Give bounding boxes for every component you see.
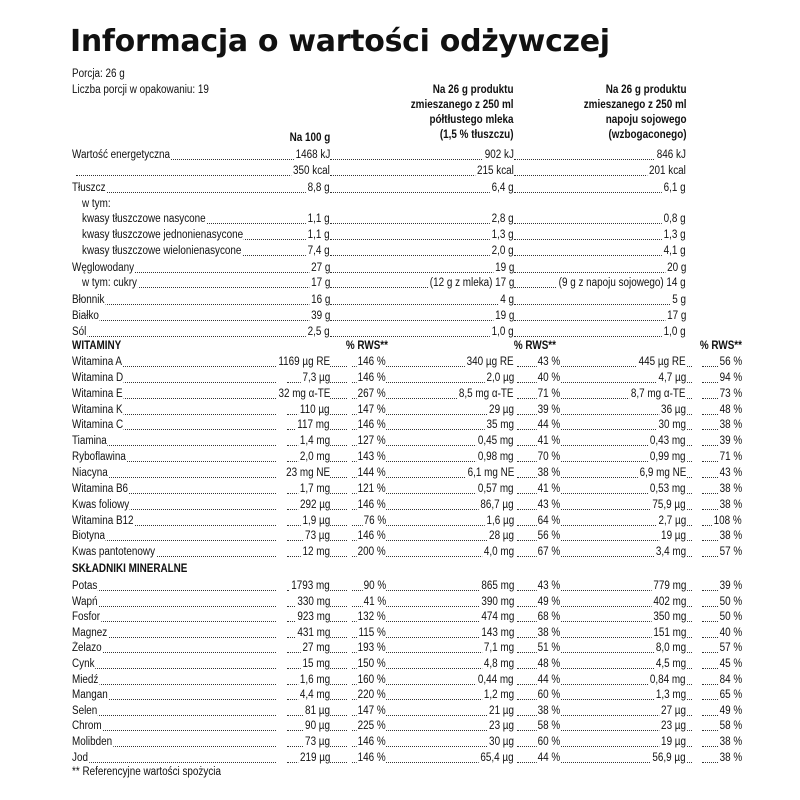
value-100g: 73 µg xyxy=(305,736,330,748)
value-soy: 1,0 g xyxy=(664,326,686,338)
row-label: Sól xyxy=(72,326,87,338)
dot-leader xyxy=(76,704,276,716)
value-100g: 32 mg α-TE xyxy=(278,387,330,400)
vitamin-row xyxy=(72,514,742,529)
rws-milk: 41 % xyxy=(537,435,560,448)
dot-leader xyxy=(330,244,510,256)
value-milk: 35 mg xyxy=(486,419,514,432)
value-milk: 6,1 mg NE xyxy=(467,466,514,479)
rws-milk: 60 % xyxy=(537,689,560,702)
dot-leader xyxy=(330,181,510,193)
rws-milk: 38 % xyxy=(537,626,560,639)
row-label: Żelazo xyxy=(72,642,102,655)
value-milk: 28 µg xyxy=(489,530,514,543)
vitamin-row xyxy=(72,434,742,449)
value-100g: 1,1 g xyxy=(308,229,330,241)
dot-leader xyxy=(76,579,276,591)
row-label: Mangan xyxy=(72,689,108,702)
value-milk: 0,57 mg xyxy=(478,482,514,495)
value-soy: 0,53 mg xyxy=(650,482,686,495)
rws-100g: 193 % xyxy=(357,642,386,655)
page-title: Informacja o wartości odżywczej xyxy=(70,24,610,59)
row-label: Witamina K xyxy=(72,403,123,416)
rws-soy: 50 % xyxy=(719,611,742,624)
rws-100g: 146 % xyxy=(357,736,386,748)
value-milk: 4 g xyxy=(500,294,514,306)
rws-milk: 64 % xyxy=(537,514,560,527)
value-soy: 2,7 µg xyxy=(658,514,686,527)
rws-100g: 121 % xyxy=(357,482,386,495)
row-label: Witamina E xyxy=(72,387,123,400)
rws-milk: 43 % xyxy=(537,356,560,368)
nutrition-row xyxy=(72,164,742,179)
rws-100g: 76 % xyxy=(363,514,386,527)
mineral-row xyxy=(72,595,742,610)
value-milk: 7,1 mg xyxy=(483,642,514,655)
value-soy: 0,8 g xyxy=(664,213,686,225)
nutrition-row xyxy=(72,244,742,259)
value-soy: 0,43 mg xyxy=(650,435,686,448)
row-label: Jod xyxy=(72,751,88,764)
value-soy: 8,7 mg α-TE xyxy=(631,387,686,400)
value-milk: 4,8 mg xyxy=(483,658,514,670)
rws-soy: 40 % xyxy=(719,626,742,639)
value-soy: 20 g xyxy=(666,262,686,274)
value-100g: 23 mg NE xyxy=(286,466,330,479)
dot-leader xyxy=(514,212,686,224)
row-label: Cynk xyxy=(72,658,95,670)
nutrition-row xyxy=(72,276,742,291)
dot-leader xyxy=(514,261,686,273)
value-soy: 30 mg xyxy=(658,419,686,432)
rws-soy: 43 % xyxy=(719,466,742,479)
row-label: Tłuszcz xyxy=(72,182,106,194)
rws-milk: 71 % xyxy=(537,387,560,400)
value-100g: 73 µg xyxy=(305,530,330,543)
dot-leader xyxy=(76,657,276,669)
row-label: Błonnik xyxy=(72,294,105,306)
mineral-row xyxy=(72,641,742,656)
row-label: Molibden xyxy=(72,736,113,748)
dot-leader xyxy=(76,293,324,305)
vitamin-row xyxy=(72,387,742,402)
dot-leader xyxy=(330,228,510,240)
rws-milk: 44 % xyxy=(537,751,560,764)
value-100g: 1468 kJ xyxy=(295,149,330,161)
rws-soy: 71 % xyxy=(719,451,742,464)
rws-100g: 90 % xyxy=(363,580,386,592)
rws-100g: 147 % xyxy=(357,403,386,416)
rws-100g: 225 % xyxy=(357,720,386,733)
value-soy: 402 mg xyxy=(653,595,686,608)
vitamin-row xyxy=(72,355,742,370)
value-soy: 36 µg xyxy=(661,403,686,416)
column-header-soy: Na 26 g produktu zmieszanego z 250 ml napoju sojowego (wzbogaconego) xyxy=(584,84,687,141)
rws-soy: 49 % xyxy=(719,704,742,717)
row-label: Witamina D xyxy=(72,371,124,384)
row-label: Ryboflawina xyxy=(72,451,126,464)
value-milk: 0,98 mg xyxy=(478,451,514,464)
value-100g: 90 µg xyxy=(305,720,330,733)
value-100g: 110 µg xyxy=(300,403,330,416)
minerals-heading: SKŁADNIKI MINERALNE xyxy=(72,563,188,575)
value-soy: 23 µg xyxy=(661,720,686,733)
rws-100g: 143 % xyxy=(357,451,386,464)
vitamin-row xyxy=(72,371,742,386)
rws-100g: 267 % xyxy=(357,387,386,400)
row-label: Wartość energetyczna xyxy=(72,149,171,161)
row-label: Węglowodany xyxy=(72,262,135,274)
rws-soy: 57 % xyxy=(719,642,742,655)
vitamin-row xyxy=(72,403,742,418)
mineral-row xyxy=(72,751,742,766)
value-milk: 902 kJ xyxy=(484,149,514,161)
mineral-row xyxy=(72,579,742,594)
rws-100g: 115 % xyxy=(358,626,386,639)
rws-100g: 200 % xyxy=(357,546,386,559)
nutrition-row xyxy=(72,197,742,212)
value-milk: 865 mg xyxy=(481,580,514,592)
dot-leader xyxy=(330,325,510,337)
value-100g: 27 mg xyxy=(302,642,330,655)
value-soy: 56,9 µg xyxy=(652,751,686,764)
rws-100g: 146 % xyxy=(357,371,386,384)
value-soy: (9 g z napoju sojowego) 14 g xyxy=(558,277,686,289)
value-soy: 27 µg xyxy=(661,704,686,717)
value-100g: 7,4 g xyxy=(308,245,330,257)
value-100g: 219 µg xyxy=(299,751,330,764)
value-soy: 17 g xyxy=(666,310,686,322)
nutrition-row xyxy=(72,325,742,340)
row-label: w tym: xyxy=(82,198,111,210)
rws-soy: 50 % xyxy=(719,595,742,608)
rws-milk: 68 % xyxy=(537,611,560,624)
rws-header-100g: % RWS** xyxy=(345,340,388,352)
dot-leader xyxy=(514,228,686,240)
dot-leader xyxy=(76,610,276,622)
row-label: Potas xyxy=(72,580,98,592)
value-milk: 30 µg xyxy=(489,736,514,748)
rws-100g: 146 % xyxy=(357,498,386,511)
row-label: Miedź xyxy=(72,673,99,686)
value-milk: 2,8 g xyxy=(492,213,514,225)
mineral-row xyxy=(72,626,742,641)
rws-milk: 49 % xyxy=(537,595,560,608)
dot-leader xyxy=(76,641,276,653)
value-soy: 350 mg xyxy=(653,611,686,624)
value-milk: 1,0 g xyxy=(492,326,514,338)
value-milk: 1,3 g xyxy=(492,229,514,241)
value-milk: 23 µg xyxy=(489,720,514,733)
rws-100g: 132 % xyxy=(357,611,386,624)
value-100g: 39 g xyxy=(310,310,330,322)
rws-milk: 39 % xyxy=(537,403,560,416)
value-soy: 779 mg xyxy=(653,580,686,592)
value-milk: 390 mg xyxy=(481,595,514,608)
value-milk: 4,0 mg xyxy=(483,546,514,559)
value-soy: 6,9 mg NE xyxy=(639,466,686,479)
row-label: Kwas foliowy xyxy=(72,498,130,511)
row-label: Biotyna xyxy=(72,530,105,543)
value-milk: 19 g xyxy=(494,262,514,274)
row-label: kwasy tłuszczowe nasycone xyxy=(82,213,206,225)
rws-milk: 38 % xyxy=(537,466,560,479)
dot-leader xyxy=(76,595,276,607)
rws-soy: 57 % xyxy=(719,546,742,559)
rws-milk: 43 % xyxy=(537,580,560,592)
dot-leader xyxy=(514,293,686,305)
nutrition-row xyxy=(72,309,742,324)
rws-soy: 38 % xyxy=(719,530,742,543)
rws-100g: 147 % xyxy=(357,704,386,717)
value-soy: 1,3 mg xyxy=(655,689,686,702)
value-milk: 1,2 mg xyxy=(483,689,514,702)
mineral-row xyxy=(72,719,742,734)
value-100g: 81 µg xyxy=(305,704,330,717)
value-100g: 2,5 g xyxy=(308,326,330,338)
value-milk: 21 µg xyxy=(489,704,514,717)
dot-leader xyxy=(76,164,324,176)
rws-soy: 38 % xyxy=(719,736,742,748)
value-soy: 4,5 mg xyxy=(655,658,686,670)
value-soy: 75,9 µg xyxy=(652,498,686,511)
row-label: kwasy tłuszczowe jednonienasycone xyxy=(82,229,244,241)
nutrition-row xyxy=(72,261,742,276)
value-100g: 16 g xyxy=(310,294,330,306)
vitamin-row xyxy=(72,545,742,560)
value-milk: 2,0 µg xyxy=(486,371,514,384)
row-label: w tym: cukry xyxy=(82,277,137,289)
row-label: Witamina C xyxy=(72,419,124,432)
nutrition-row xyxy=(72,148,742,163)
value-soy: 201 kcal xyxy=(649,165,686,177)
rws-soy: 94 % xyxy=(719,371,742,384)
value-milk: 2,0 g xyxy=(492,245,514,257)
row-label: Witamina B6 xyxy=(72,482,129,495)
value-100g: 1793 mg xyxy=(291,580,330,592)
dot-leader xyxy=(76,181,324,193)
rws-100g: 144 % xyxy=(357,466,386,479)
mineral-row xyxy=(72,735,742,750)
vitamins-heading: WITAMINY xyxy=(72,340,122,352)
rws-100g: 220 % xyxy=(357,689,386,702)
value-soy: 5 g xyxy=(672,294,686,306)
mineral-row xyxy=(72,704,742,719)
value-milk: 6,4 g xyxy=(492,182,514,194)
rws-milk: 70 % xyxy=(537,451,560,464)
rws-milk: 40 % xyxy=(537,371,560,384)
value-soy: 846 kJ xyxy=(656,149,686,161)
nutrition-row xyxy=(72,293,742,308)
rws-milk: 60 % xyxy=(537,736,560,748)
rws-100g: 146 % xyxy=(357,356,386,368)
mineral-row xyxy=(72,657,742,672)
mineral-row xyxy=(72,688,742,703)
rws-milk: 56 % xyxy=(537,530,560,543)
value-100g: 431 mg xyxy=(297,626,330,639)
rws-100g: 146 % xyxy=(357,419,386,432)
vitamin-row xyxy=(72,418,742,433)
rws-milk: 41 % xyxy=(537,482,560,495)
value-soy: 151 mg xyxy=(653,626,686,639)
vitamin-row xyxy=(72,466,742,481)
value-100g: 1,7 mg xyxy=(299,482,330,495)
row-label: Białko xyxy=(72,310,99,322)
value-milk: 474 mg xyxy=(481,611,514,624)
value-100g: 4,4 mg xyxy=(299,689,330,702)
value-100g: 17 g xyxy=(310,277,330,289)
rws-soy: 48 % xyxy=(719,403,742,416)
rws-soy: 84 % xyxy=(719,673,742,686)
value-soy: 8,0 mg xyxy=(655,642,686,655)
value-milk: (12 g z mleka) 17 g xyxy=(429,277,514,289)
value-100g: 27 g xyxy=(310,262,330,274)
dot-leader xyxy=(514,309,686,321)
rws-soy: 73 % xyxy=(719,387,742,400)
footnote: ** Referencyjne wartości spożycia xyxy=(72,766,221,778)
value-100g: 7,3 µg xyxy=(302,371,330,384)
value-milk: 143 mg xyxy=(481,626,514,639)
value-milk: 340 µg RE xyxy=(467,356,514,368)
column-header-milk: Na 26 g produktu zmieszanego z 250 ml półtłustego mleka (1,5 % tłuszczu) xyxy=(411,84,514,141)
rws-soy: 39 % xyxy=(719,580,742,592)
value-milk: 0,45 mg xyxy=(478,435,514,448)
dot-leader xyxy=(330,261,510,273)
value-100g: 2,0 mg xyxy=(299,451,330,464)
rws-soy: 38 % xyxy=(719,482,742,495)
portions-count: Liczba porcji w opakowaniu: 19 xyxy=(72,84,209,96)
row-label: Niacyna xyxy=(72,466,108,479)
rws-100g: 146 % xyxy=(357,751,386,764)
dot-leader xyxy=(76,673,276,685)
value-100g: 12 mg xyxy=(302,546,330,559)
rws-100g: 160 % xyxy=(357,673,386,686)
rws-100g: 146 % xyxy=(357,530,386,543)
rws-100g: 150 % xyxy=(357,658,386,670)
rws-header-milk: % RWS** xyxy=(513,340,556,352)
dot-leader xyxy=(76,719,276,731)
dot-leader xyxy=(330,293,510,305)
nutrition-row xyxy=(72,212,742,227)
value-soy: 1,3 g xyxy=(664,229,686,241)
dot-leader xyxy=(76,309,324,321)
dot-leader xyxy=(514,181,686,193)
value-soy: 19 µg xyxy=(661,530,686,543)
value-100g: 330 mg xyxy=(297,595,330,608)
dot-leader xyxy=(330,309,510,321)
vitamin-row xyxy=(72,529,742,544)
row-label: kwasy tłuszczowe wielonienasycone xyxy=(82,245,242,257)
value-soy: 3,4 mg xyxy=(655,546,686,559)
value-100g: 1,6 mg xyxy=(299,673,330,686)
row-label: Witamina B12 xyxy=(72,514,134,527)
rws-soy: 56 % xyxy=(719,356,742,368)
mineral-row xyxy=(72,673,742,688)
rws-soy: 58 % xyxy=(719,720,742,733)
rws-soy: 65 % xyxy=(719,689,742,702)
rws-soy: 38 % xyxy=(719,419,742,432)
rws-milk: 43 % xyxy=(537,498,560,511)
nutrition-row xyxy=(72,181,742,196)
value-soy: 6,1 g xyxy=(664,182,686,194)
rws-milk: 58 % xyxy=(537,720,560,733)
value-milk: 8,5 mg α-TE xyxy=(459,387,514,400)
value-milk: 215 kcal xyxy=(477,165,514,177)
rws-header-soy: % RWS** xyxy=(699,340,742,352)
value-100g: 15 mg xyxy=(302,658,330,670)
rws-soy: 45 % xyxy=(719,658,742,670)
rws-milk: 38 % xyxy=(537,704,560,717)
value-soy: 0,99 mg xyxy=(650,451,686,464)
rws-milk: 51 % xyxy=(537,642,560,655)
value-soy: 445 µg RE xyxy=(639,356,686,368)
value-100g: 1169 µg RE xyxy=(278,356,330,368)
row-label: Magnez xyxy=(72,626,108,639)
dot-leader xyxy=(514,244,686,256)
nutrition-row xyxy=(72,228,742,243)
value-soy: 19 µg xyxy=(661,736,686,748)
row-label: Kwas pantotenowy xyxy=(72,546,156,559)
value-100g: 1,1 g xyxy=(308,213,330,225)
column-header-100g: Na 100 g xyxy=(289,132,330,144)
value-milk: 0,44 mg xyxy=(478,673,514,686)
value-soy: 4,7 µg xyxy=(658,371,686,384)
rws-soy: 38 % xyxy=(719,751,742,764)
rws-soy: 38 % xyxy=(719,498,742,511)
value-100g: 1,4 mg xyxy=(299,435,330,448)
row-label: Witamina A xyxy=(72,356,123,368)
value-100g: 350 kcal xyxy=(293,165,330,177)
portion-size: Porcja: 26 g xyxy=(72,68,125,80)
value-100g: 8,8 g xyxy=(308,182,330,194)
value-milk: 65,4 µg xyxy=(480,751,514,764)
row-label: Fosfor xyxy=(72,611,101,624)
rws-milk: 44 % xyxy=(537,673,560,686)
rws-milk: 44 % xyxy=(537,419,560,432)
row-label: Selen xyxy=(72,704,98,717)
value-soy: 0,84 mg xyxy=(650,673,686,686)
value-100g: 292 µg xyxy=(299,498,330,511)
vitamin-row xyxy=(72,450,742,465)
row-label: Wapń xyxy=(72,595,98,608)
dot-leader xyxy=(76,751,276,763)
value-milk: 1,6 µg xyxy=(486,514,514,527)
rws-soy: 108 % xyxy=(713,514,742,527)
dot-leader xyxy=(330,212,510,224)
vitamin-row xyxy=(72,498,742,513)
rws-milk: 67 % xyxy=(537,546,560,559)
rws-milk: 48 % xyxy=(537,658,560,670)
dot-leader xyxy=(76,325,324,337)
dot-leader xyxy=(514,325,686,337)
row-label: Tiamina xyxy=(72,435,107,448)
dot-leader xyxy=(76,529,276,541)
rws-100g: 41 % xyxy=(363,595,386,608)
rws-100g: 127 % xyxy=(357,435,386,448)
value-milk: 29 µg xyxy=(489,403,514,416)
value-milk: 86,7 µg xyxy=(480,498,514,511)
mineral-row xyxy=(72,610,742,625)
vitamin-row xyxy=(72,482,742,497)
value-100g: 117 mg xyxy=(297,419,330,432)
rws-soy: 39 % xyxy=(719,435,742,448)
value-soy: 4,1 g xyxy=(664,245,686,257)
value-100g: 1,9 µg xyxy=(302,514,330,527)
value-milk: 19 g xyxy=(494,310,514,322)
row-label: Chrom xyxy=(72,720,102,733)
value-100g: 923 mg xyxy=(297,611,330,624)
